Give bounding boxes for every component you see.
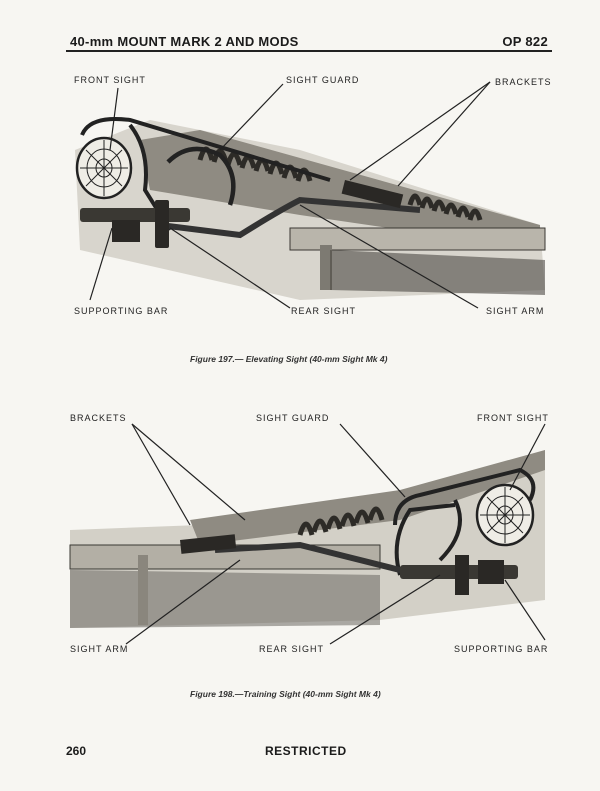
fig197-label-brackets: BRACKETS [495,77,552,87]
fig197-label-sight-guard: SIGHT GUARD [286,75,360,85]
page-number: 260 [66,744,87,758]
classification-marking: RESTRICTED [265,744,347,758]
fig197-label-supporting-bar: SUPPORTING BAR [74,306,169,316]
fig198-label-supporting-bar: SUPPORTING BAR [454,644,549,654]
figure-197-caption: Figure 197.— Elevating Sight (40-mm Sight Mk 4) [190,354,388,364]
fig198-label-front-sight: FRONT SIGHT [477,413,549,423]
fig198-label-rear-sight: REAR SIGHT [259,644,325,654]
fig198-label-sight-guard: SIGHT GUARD [256,413,330,423]
gun-barrel-photo-2 [70,450,545,628]
header-title: 40-mm MOUNT MARK 2 AND MODS [70,34,299,49]
figure-198-caption: Figure 198.—Training Sight (40-mm Sight Mk 4) [190,689,381,699]
fig198-label-brackets: BRACKETS [70,413,127,423]
fig197-label-front-sight: FRONT SIGHT [74,75,146,85]
fig198-label-sight-arm: SIGHT ARM [70,644,129,654]
header-doc-code: OP 822 [502,34,548,49]
fig197-label-rear-sight: REAR SIGHT [291,306,357,316]
fig197-label-sight-arm: SIGHT ARM [486,306,545,316]
